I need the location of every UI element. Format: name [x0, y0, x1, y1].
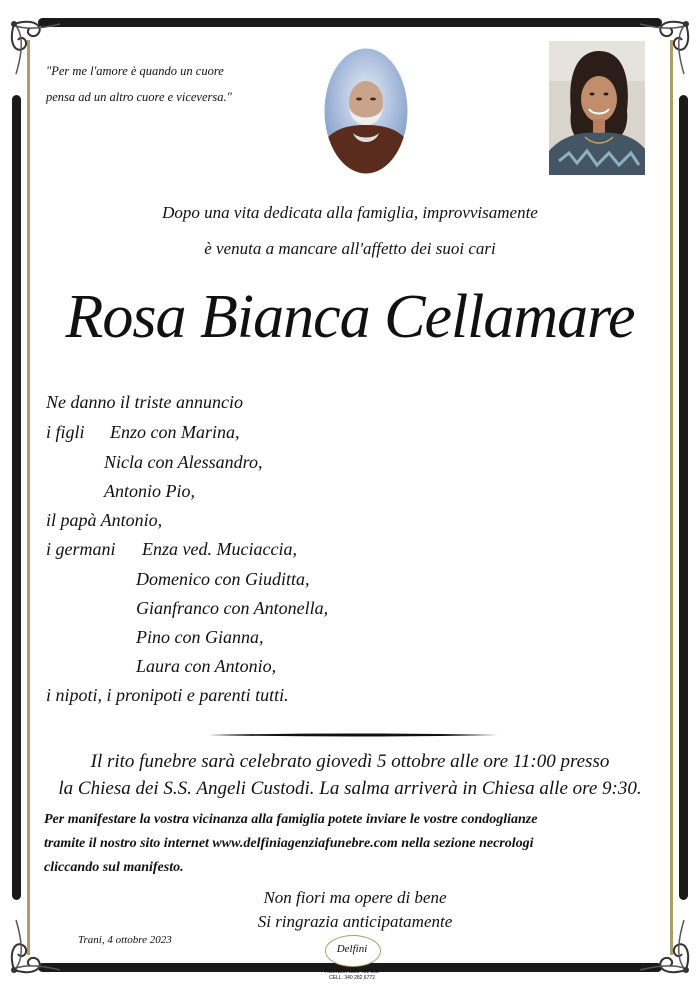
deceased-portrait-photo [549, 41, 645, 175]
religious-quote [46, 58, 286, 110]
funeral-line-1: Il rito funebre sarà celebrato giovedì 5 ottobre alle ore 11:00 presso [90, 751, 610, 772]
condolences-line-1: Per manifestare la vostra vicinanza alla famiglia potete inviare le vostre condoglianze [44, 812, 538, 827]
siblings-label: i germani [46, 539, 116, 559]
children-label: i figli [46, 422, 85, 442]
intro-line-1: Dopo una vita dedicata alla famiglia, improvvisamente [162, 203, 538, 222]
frame-left-gold-line [27, 40, 30, 955]
condolences-line-2[interactable]: tramite il nostro sito internet www.delfiniagenziafunebre.com nella sezione necrologi [44, 836, 534, 851]
frame-top-bar [38, 18, 662, 27]
child-item: Enzo con Marina, [110, 422, 240, 442]
corner-ornament-icon [636, 14, 696, 94]
quote-line-2: pensa ad un altro cuore e viceversa." [46, 90, 232, 104]
child-item: Antonio Pio, [104, 481, 195, 501]
funeral-line-2: la Chiesa dei S.S. Angeli Custodi. La salma arriverà in Chiesa alle ore 9:30. [58, 778, 642, 799]
condolences-line-3: cliccando sul manifesto. [44, 860, 184, 875]
sibling-item: Pino con Gianna, [136, 627, 264, 647]
others-line: i nipoti, i pronipoti e parenti tutti. [46, 685, 289, 705]
father-line: il papà Antonio, [46, 510, 163, 530]
child-item: Nicla con Alessandro, [104, 452, 263, 472]
announce-line: Ne danno il triste annuncio [46, 392, 243, 412]
quote-line-1: "Per me l'amore è quando un cuore [46, 64, 224, 78]
closing-line-2: Si ringrazia anticipatamente [257, 912, 453, 931]
sibling-item: Enza ved. Muciaccia, [142, 539, 297, 559]
agency-name: Delfini [336, 943, 368, 955]
sibling-item: Laura con Antonio, [136, 656, 277, 676]
agency-phone: AGENZIA 0883 481 608 [325, 969, 379, 975]
agency-mobile: CELL. 340 282 6772 [329, 975, 375, 981]
sibling-item: Gianfranco con Antonella, [136, 598, 329, 618]
sibling-item: Domenico con Giuditta, [136, 569, 310, 589]
saint-portrait-image [323, 47, 409, 175]
closing-line-1: Non fiori ma opere di bene [263, 888, 447, 907]
place-date: Trani, 4 ottobre 2023 [78, 934, 172, 946]
intro-line-2: è venuta a mancare all'affetto dei suoi cari [204, 239, 496, 258]
deceased-name: Rosa Bianca Cellamare [65, 283, 635, 351]
section-divider [208, 733, 498, 737]
agency-logo[interactable] [318, 933, 386, 987]
frame-right-gold-line [670, 40, 673, 955]
